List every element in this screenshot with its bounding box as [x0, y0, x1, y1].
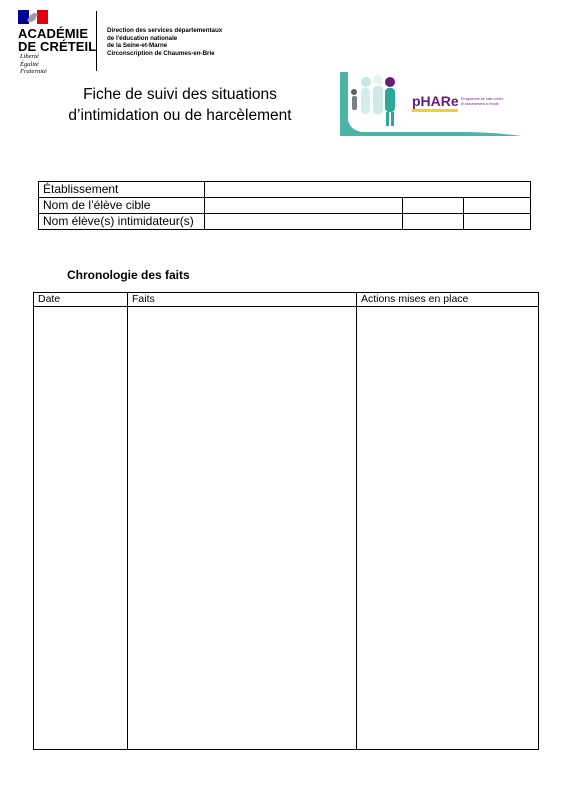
direction-address: Direction des services départementaux de l'éducation nationale de la Seine-et-Marne Circonscription de Chaumes-en-Brie: [107, 27, 223, 57]
academie-name: ACADÉMIE DE CRÉTEIL: [18, 26, 97, 54]
etablissement-field[interactable]: [205, 182, 531, 198]
intimidateurs-name-field[interactable]: [205, 214, 403, 230]
eleve-cible-field-3[interactable]: [464, 198, 531, 214]
eleve-cible-name-field[interactable]: [205, 198, 403, 214]
row-label-etablissement: Établissement: [39, 182, 205, 198]
table-header-row: [34, 293, 539, 307]
table-row: [34, 307, 539, 750]
date-cell[interactable]: [34, 307, 128, 750]
republic-motto: Liberté Égalité Fraternité: [20, 53, 47, 75]
student-info-table: [38, 181, 531, 230]
header-divider: [96, 11, 97, 71]
intimidateurs-field-2[interactable]: [403, 214, 464, 230]
row-label-intimidateurs: Nom élève(s) intimidateur(s): [39, 214, 205, 230]
actions-cell[interactable]: [357, 307, 539, 750]
row-label-eleve-cible: Nom de l’élève cible: [39, 198, 205, 214]
intimidateurs-field-3[interactable]: [464, 214, 531, 230]
phare-tagline-2: le harcèlement à l'école: [461, 102, 499, 106]
people-illustration-icon: [351, 75, 395, 126]
marianne-logo-icon: [18, 10, 48, 24]
table-row: [39, 214, 531, 230]
phare-logo: [340, 70, 522, 138]
column-header-faits: Faits: [128, 293, 357, 307]
column-header-actions: Actions mises en place: [357, 293, 539, 307]
table-row: [39, 182, 531, 198]
eleve-cible-field-2[interactable]: [403, 198, 464, 214]
phare-brand: pHARe: [412, 93, 459, 109]
faits-cell[interactable]: [128, 307, 357, 750]
column-header-date: Date: [34, 293, 128, 307]
chronologie-table: [33, 292, 539, 750]
page-title: Fiche de suivi des situations d’intimidation ou de harcèlement: [68, 86, 292, 124]
table-row: [39, 198, 531, 214]
chronologie-title: Chronologie des faits: [67, 268, 190, 282]
phare-tagline-1: Programme de lutte contre: [461, 97, 504, 101]
